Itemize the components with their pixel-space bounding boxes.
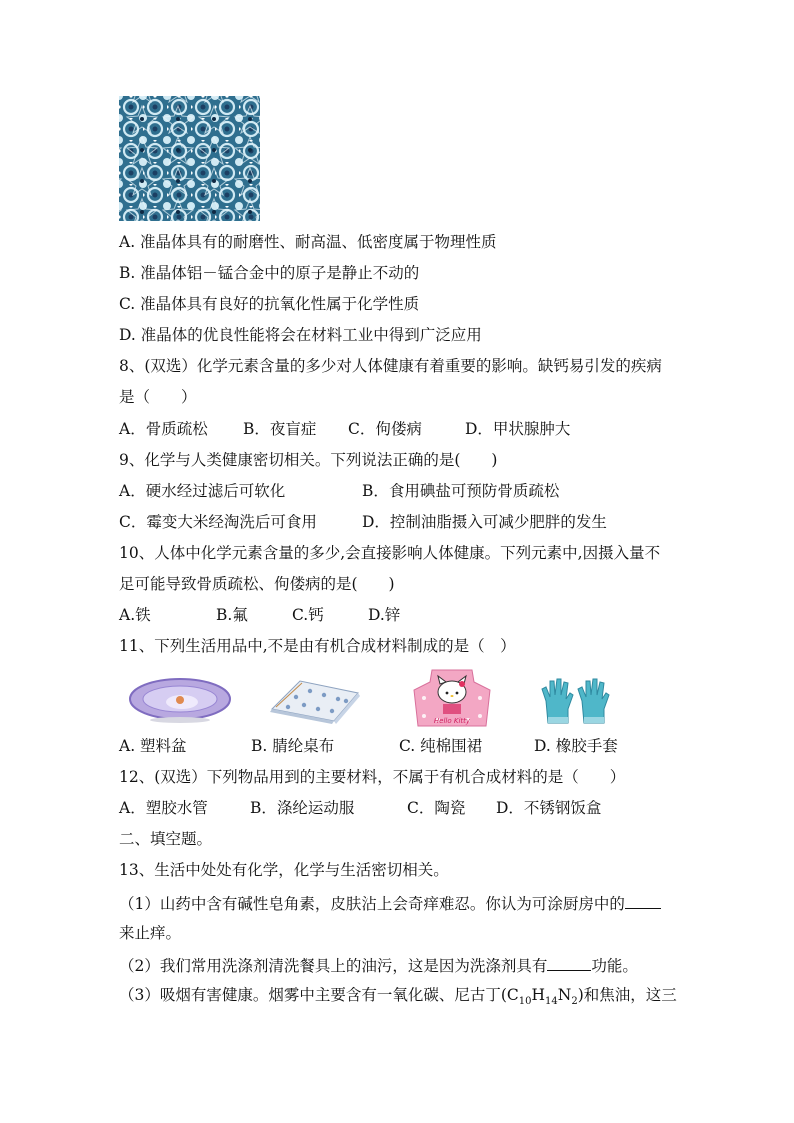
cotton-apron-image	[410, 668, 494, 728]
q13-part1-line1	[119, 892, 661, 914]
q13-part1-line2: 来止痒。	[119, 924, 182, 942]
q8-options	[119, 419, 570, 439]
q12-options	[119, 798, 601, 818]
q12-option-d: D．不锈钢饭盒	[496, 799, 602, 817]
q13-part3-h: H	[531, 986, 546, 1004]
quasicrystal-pattern-image	[119, 96, 260, 221]
q9-options-row1	[119, 481, 559, 501]
q11-option-c: C. 纯棉围裙	[399, 737, 483, 755]
q13-part2-text-before: （2）我们常用洗涤剂清洗餐具上的油污，这是因为洗涤剂具有	[119, 957, 548, 975]
q13-part2	[119, 954, 638, 976]
q10-stem-line1: 10、人体中化学元素含量的多少,会直接影响人体健康。下列元素中,因摄入量不	[119, 544, 661, 562]
section-fill-in-title: 二、填空题。	[119, 830, 213, 848]
q7-option-a: A. 准晶体具有的耐磨性、耐高温、低密度属于物理性质	[119, 233, 497, 251]
q7-option-b: B. 准晶体铝－锰合金中的原子是静止不动的	[119, 264, 420, 282]
q12-stem: 12、(双选）下列物品用到的主要材料，不属于有机合成材料的是（ ）	[119, 768, 626, 786]
q13-part3-text-after: )和焦油，这三	[577, 986, 677, 1004]
q9-stem: 9、化学与人类健康密切相关。下列说法正确的是( )	[119, 451, 498, 469]
q13-part3-text-before: （3）吸烟有害健康。烟雾中主要含有一氧化碳、尼古丁(C	[119, 986, 519, 1004]
q13-part3	[119, 985, 677, 1012]
rubber-gloves-image	[540, 675, 614, 725]
q10-option-a: A.铁	[119, 606, 151, 624]
q12-option-a: A．塑胶水管	[119, 799, 208, 817]
q8-option-d: D．甲状腺肿大	[465, 420, 571, 438]
q9-options-row2	[119, 512, 607, 532]
q13-part2-text-after: 功能。	[591, 957, 638, 975]
q13-stem: 13、生活中处处有化学，化学与生活密切相关。	[119, 861, 449, 879]
q10-option-b: B.氟	[216, 606, 248, 624]
q13-part2-blank[interactable]	[547, 954, 591, 971]
q13-part3-sub-c: 10	[518, 996, 532, 1008]
q13-part1-text: （1）山药中含有碱性皂角素，皮肤沾上会奇痒难忍。你认为可涂厨房中的	[119, 895, 625, 913]
q8-option-c: C．佝偻病	[348, 420, 422, 438]
apron-print-text: Hello Kitty	[433, 717, 471, 725]
q8-stem-line1: 8、(双选）化学元素含量的多少对人体健康有着重要的影响。缺钙易引发的疾病	[119, 357, 662, 375]
q10-stem-line2: 足可能导致骨质疏松、佝偻病的是( )	[119, 575, 395, 593]
q9-option-b: B．食用碘盐可预防骨质疏松	[362, 482, 560, 500]
q12-option-c: C．陶瓷	[407, 799, 466, 817]
q11-stem: 11、下列生活用品中,不是由有机合成材料制成的是（ ）	[119, 637, 516, 655]
q13-part1-blank[interactable]	[625, 892, 661, 909]
q13-part3-sub-n: 2	[571, 996, 578, 1008]
q8-stem-line2: 是（ ）	[119, 388, 197, 406]
q10-option-d: D.锌	[368, 606, 401, 624]
q10-options	[119, 605, 400, 625]
q8-option-a: A．骨质疏松	[119, 420, 208, 438]
q11-option-a: A. 塑料盆	[119, 737, 187, 755]
plastic-basin-image	[128, 675, 232, 725]
q11-option-d: D. 橡胶手套	[534, 737, 618, 755]
q9-option-a: A．硬水经过滤后可软化	[119, 482, 286, 500]
q7-option-d: D. 准晶体的优良性能将会在材料工业中得到广泛应用	[119, 326, 482, 344]
acrylic-tablecloth-image	[266, 675, 362, 725]
q9-option-d: D．控制油脂摄入可减少肥胖的发生	[362, 513, 607, 531]
q12-option-b: B．涤纶运动服	[250, 799, 355, 817]
q11-option-b: B. 腈纶桌布	[251, 737, 335, 755]
q8-option-b: B．夜盲症	[243, 420, 317, 438]
q9-option-c: C．霉变大米经淘洗后可食用	[119, 513, 317, 531]
q13-part3-sub-h: 14	[545, 996, 558, 1008]
q13-part3-n: N	[557, 986, 572, 1004]
q11-options	[119, 736, 618, 756]
q10-option-c: C.钙	[292, 606, 324, 624]
q7-option-c: C. 准晶体具有良好的抗氧化性属于化学性质	[119, 295, 420, 313]
